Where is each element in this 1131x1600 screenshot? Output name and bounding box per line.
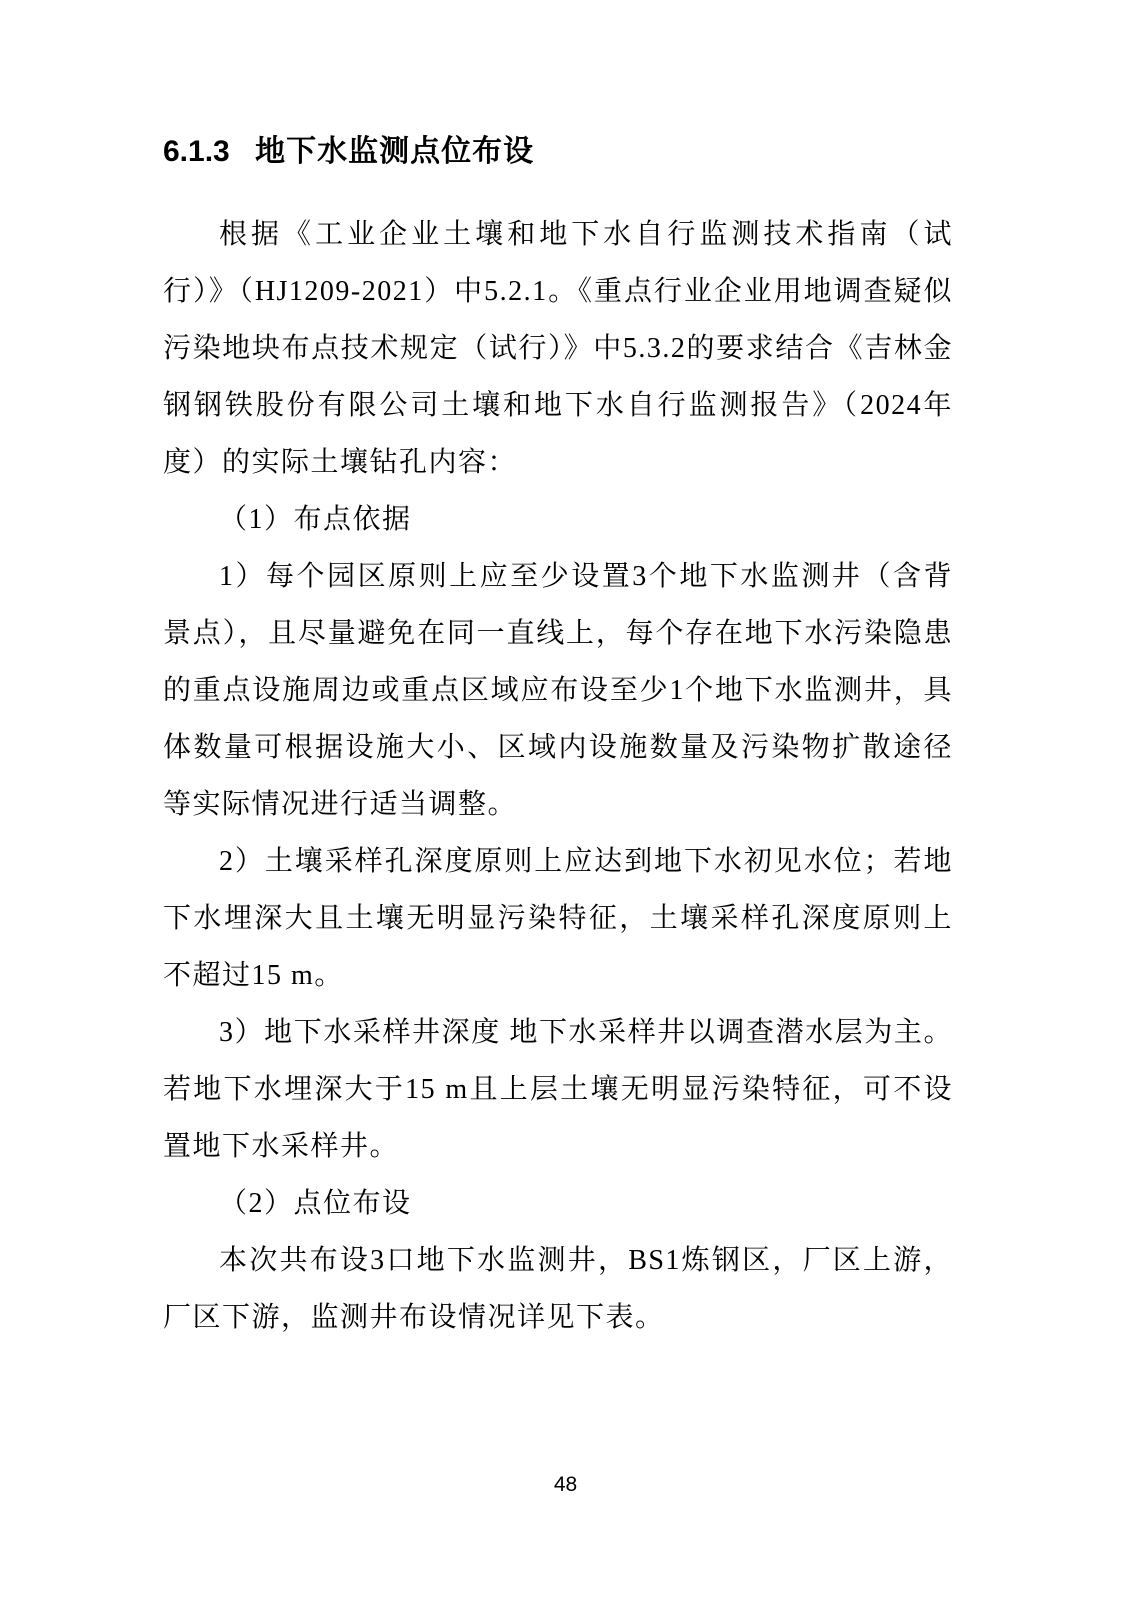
page-number: 48: [553, 1473, 578, 1496]
section-number: 6.1.3: [163, 135, 230, 168]
page-footer: [0, 1473, 1131, 1497]
section-heading: [163, 130, 953, 174]
paragraph-basis-intro: 根据《工业企业土壤和地下水自行监测技术指南（试行）》（HJ1209-2021）中5.2.1。《重点行业企业用地调查疑似污染地块布点技术规定（试行）》中5.3.2的要求结合《吉林金钢钢铁股份有限公司土壤和地下水自行监测报告》（2024年度）的实际土壤钻孔内容：: [163, 219, 953, 478]
paragraph-subheading-point-layout: （2）点位布设: [219, 1188, 412, 1219]
paragraph-layout-summary: 本次共布设3口地下水监测井，BS1炼钢区，厂区上游，厂区下游，监测井布设情况详见下表。: [163, 1245, 953, 1333]
section-title: 地下水监测点位布设: [255, 135, 535, 168]
paragraph-rule-2: 2）土壤采样孔深度原则上应达到地下水初见水位；若地下水埋深大且土壤无明显污染特征，土壤采样孔深度原则上不超过15 m。: [163, 846, 953, 991]
paragraph-rule-1: 1）每个园区原则上应至少设置3个地下水监测井（含背景点），且尽量避免在同一直线上，每个存在地下水污染隐患的重点设施周边或重点区域应布设至少1个地下水监测井，具体数量可根据设施大小、区域内设施数量及污染物扩散途径等实际情况进行适当调整。: [163, 561, 953, 820]
paragraph-rule-3: 3）地下水采样井深度 地下水采样井以调查潜水层为主。若地下水埋深大于15 m且上层土壤无明显污染特征，可不设置地下水采样井。: [163, 1017, 953, 1162]
paragraph-subheading-layout-basis: （1）布点依据: [219, 504, 412, 535]
document-content: [163, 130, 953, 1346]
